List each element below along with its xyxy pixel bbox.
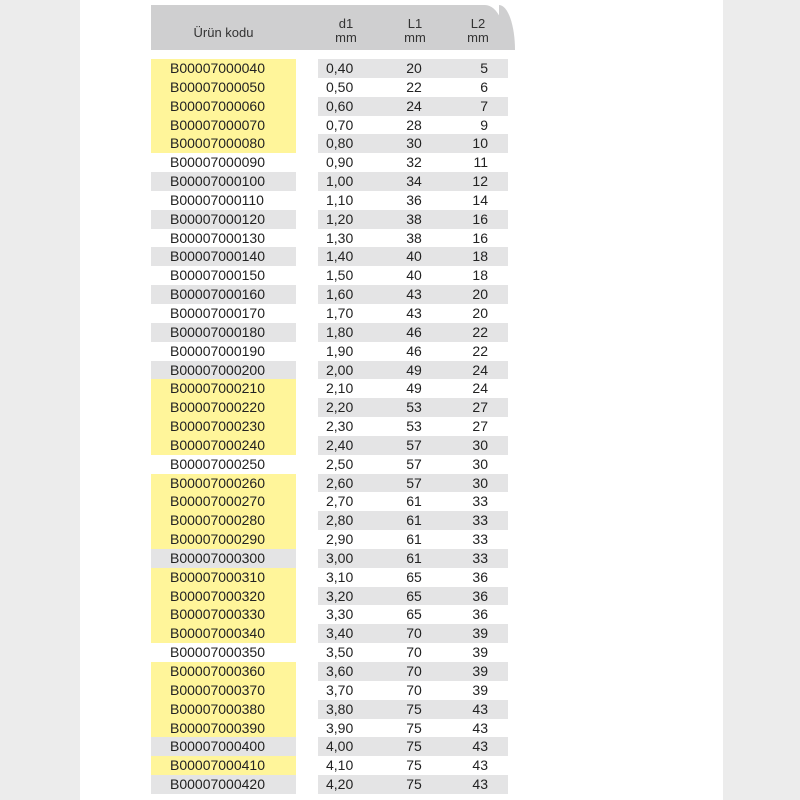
table-row [0, 172, 800, 191]
cell-l1: 46 [406, 342, 422, 359]
table-row [0, 511, 800, 530]
cell-l2: 36 [472, 606, 488, 623]
table-row [0, 530, 800, 549]
cell-l2: 16 [454, 210, 508, 229]
table-row [0, 153, 800, 172]
cell-l2: 39 [454, 624, 508, 643]
cell-d1: 2,40 [318, 436, 374, 455]
header-l2-unit: mm [467, 30, 489, 45]
cell-l2: 33 [454, 549, 508, 568]
table-row [0, 210, 800, 229]
cell-product-code: B00007000360 [151, 662, 296, 681]
cell-l1: 70 [406, 644, 422, 661]
cell-l1: 70 [374, 624, 454, 643]
cell-product-code: B00007000160 [151, 285, 296, 304]
cell-l1: 20 [374, 59, 454, 78]
cell-l2: 27 [454, 398, 508, 417]
cell-l1: 57 [406, 455, 422, 472]
cell-d1: 0,40 [318, 59, 374, 78]
cell-l2: 43 [472, 757, 488, 774]
table-row [0, 59, 800, 78]
cell-product-code: B00007000080 [151, 134, 296, 153]
table-row [0, 436, 800, 455]
cell-l1: 70 [374, 662, 454, 681]
cell-d1: 3,90 [326, 719, 354, 736]
cell-product-code: B00007000380 [151, 700, 296, 719]
table-row [0, 361, 800, 380]
cell-d1: 1,00 [318, 172, 374, 191]
table-row [0, 737, 800, 756]
table-row [0, 285, 800, 304]
cell-d1: 1,30 [326, 229, 354, 246]
cell-l1: 36 [406, 191, 422, 208]
table-row [0, 643, 800, 662]
cell-l1: 28 [406, 116, 422, 133]
cell-product-code: B00007000410 [151, 756, 296, 775]
table-row [0, 549, 800, 568]
table-row [0, 266, 800, 285]
cell-l1: 40 [406, 267, 422, 284]
cell-l1: 75 [374, 775, 454, 794]
cell-product-code: B00007000180 [151, 323, 296, 342]
cell-product-code: B00007000110 [170, 191, 264, 208]
cell-l1: 43 [406, 304, 422, 321]
table-row [0, 681, 800, 700]
cell-product-code: B00007000050 [151, 78, 296, 97]
table-row [0, 304, 800, 323]
cell-d1: 0,90 [326, 154, 354, 171]
cell-product-code: B00007000150 [170, 267, 265, 284]
cell-d1: 0,80 [318, 134, 374, 153]
cell-l1: 61 [374, 549, 454, 568]
table-row [0, 97, 800, 116]
cell-product-code: B00007000280 [151, 511, 296, 530]
table-row [0, 398, 800, 417]
cell-product-code: B00007000390 [151, 719, 296, 738]
cell-l2: 11 [473, 154, 488, 171]
cell-l1: 49 [374, 361, 454, 380]
cell-product-code: B00007000060 [151, 97, 296, 116]
table-row [0, 605, 800, 624]
cell-d1: 2,90 [326, 531, 354, 548]
cell-d1: 1,40 [318, 247, 374, 266]
cell-l2: 24 [454, 361, 508, 380]
cell-d1: 3,60 [318, 662, 374, 681]
cell-product-code: B00007000140 [151, 247, 296, 266]
cell-l1: 46 [374, 323, 454, 342]
cell-l1: 75 [406, 757, 422, 774]
table-row [0, 116, 800, 135]
cell-d1: 1,20 [318, 210, 374, 229]
cell-d1: 2,10 [326, 380, 354, 397]
cell-product-code: B00007000210 [151, 379, 296, 398]
cell-d1: 1,70 [326, 304, 354, 321]
cell-d1: 2,50 [326, 455, 354, 472]
cell-d1: 0,50 [326, 78, 354, 95]
cell-l1: 70 [406, 681, 422, 698]
cell-l1: 65 [406, 568, 422, 585]
cell-d1: 4,20 [318, 775, 374, 794]
table-row [0, 700, 800, 719]
table-row [0, 78, 800, 97]
cell-l1: 53 [374, 398, 454, 417]
table-row [0, 455, 800, 474]
table-row [0, 417, 800, 436]
cell-l1: 75 [406, 719, 422, 736]
table-row [0, 587, 800, 606]
cell-l2: 39 [454, 662, 508, 681]
cell-l2: 43 [454, 775, 508, 794]
table-row [0, 191, 800, 210]
cell-product-code: B00007000420 [151, 775, 296, 794]
cell-l2: 39 [472, 644, 488, 661]
table-row [0, 624, 800, 643]
cell-product-code: B00007000300 [151, 549, 296, 568]
cell-product-code: B00007000270 [151, 492, 296, 511]
table-row [0, 379, 800, 398]
cell-l1: 22 [406, 78, 422, 95]
cell-l2: 18 [472, 267, 488, 284]
cell-l1: 32 [406, 154, 422, 171]
table-row [0, 775, 800, 794]
cell-product-code: B00007000100 [151, 172, 296, 191]
cell-l2: 20 [472, 304, 488, 321]
cell-l1: 61 [406, 531, 422, 548]
header-product-code [151, 26, 296, 40]
cell-d1: 1,50 [326, 267, 354, 284]
cell-product-code: B00007000330 [151, 605, 296, 624]
cell-l2: 33 [454, 511, 508, 530]
cell-d1: 1,60 [318, 285, 374, 304]
cell-l2: 16 [472, 229, 488, 246]
cell-l2: 24 [472, 380, 488, 397]
product-table-body [0, 59, 800, 794]
header-d1-label: d1 [338, 16, 354, 31]
cell-d1: 2,00 [318, 361, 374, 380]
cell-d1: 3,70 [326, 681, 354, 698]
cell-l1: 38 [406, 229, 422, 246]
cell-d1: 0,70 [326, 116, 354, 133]
table-row [0, 662, 800, 681]
cell-l2: 22 [454, 323, 508, 342]
cell-d1: 1,80 [318, 323, 374, 342]
table-row [0, 342, 800, 361]
cell-l1: 61 [406, 493, 422, 510]
cell-product-code: B00007000230 [151, 417, 296, 436]
cell-l1: 61 [374, 511, 454, 530]
cell-l1: 49 [406, 380, 422, 397]
header-d1 [318, 17, 374, 45]
cell-l1: 24 [374, 97, 454, 116]
cell-l2: 22 [472, 342, 488, 359]
header-l2 [448, 17, 508, 45]
cell-d1: 4,10 [326, 757, 354, 774]
header-l1-label: L1 [407, 16, 423, 31]
cell-l1: 40 [374, 247, 454, 266]
cell-l2: 18 [454, 247, 508, 266]
cell-l1: 43 [374, 285, 454, 304]
cell-product-code: B00007000170 [170, 304, 265, 321]
cell-product-code: B00007000220 [151, 398, 296, 417]
cell-d1: 2,20 [318, 398, 374, 417]
cell-l1: 34 [374, 172, 454, 191]
cell-l2: 12 [454, 172, 508, 191]
cell-product-code: B00007000370 [151, 681, 296, 700]
cell-product-code: B00007000350 [170, 644, 265, 661]
cell-product-code: B00007000310 [151, 568, 296, 587]
table-row [0, 229, 800, 248]
cell-l2: 7 [454, 97, 508, 116]
table-row [0, 134, 800, 153]
cell-product-code: B00007000400 [151, 737, 296, 756]
cell-l2: 33 [472, 531, 488, 548]
cell-l2: 36 [454, 587, 508, 606]
cell-d1: 3,80 [318, 700, 374, 719]
cell-product-code: B00007000240 [151, 436, 296, 455]
cell-l2: 20 [454, 285, 508, 304]
cell-d1: 3,20 [318, 587, 374, 606]
table-row [0, 247, 800, 266]
cell-product-code: B00007000120 [151, 210, 296, 229]
cell-d1: 4,00 [318, 737, 374, 756]
cell-d1: 2,80 [318, 511, 374, 530]
cell-l2: 5 [454, 59, 508, 78]
table-row [0, 756, 800, 775]
cell-l2: 36 [472, 568, 488, 585]
cell-l1: 75 [374, 700, 454, 719]
cell-l1: 65 [406, 606, 422, 623]
table-row [0, 719, 800, 738]
header-l1 [385, 17, 445, 45]
cell-l2: 9 [480, 116, 488, 133]
cell-d1: 3,40 [318, 624, 374, 643]
cell-l1: 53 [406, 418, 422, 435]
table-row [0, 568, 800, 587]
cell-l1: 57 [374, 436, 454, 455]
cell-l1: 65 [374, 587, 454, 606]
cell-d1: 2,30 [326, 418, 354, 435]
cell-product-code: B00007000260 [151, 474, 296, 493]
cell-l1: 75 [374, 737, 454, 756]
cell-l2: 27 [472, 418, 488, 435]
header-l2-label: L2 [470, 16, 486, 31]
cell-d1: 1,10 [326, 191, 354, 208]
header-product-code-label: Ürün kodu [193, 25, 254, 40]
cell-product-code: B00007000130 [170, 229, 265, 246]
header-l1-unit: mm [404, 30, 426, 45]
cell-l2: 30 [472, 455, 488, 472]
cell-l2: 39 [472, 681, 488, 698]
cell-product-code: B00007000290 [151, 530, 296, 549]
cell-l2: 43 [472, 719, 488, 736]
cell-l2: 30 [454, 436, 508, 455]
cell-l2: 14 [472, 191, 488, 208]
cell-l2: 30 [454, 474, 508, 493]
cell-l1: 30 [374, 134, 454, 153]
cell-l1: 38 [374, 210, 454, 229]
cell-l1: 57 [374, 474, 454, 493]
cell-d1: 0,60 [318, 97, 374, 116]
cell-l2: 6 [480, 78, 488, 95]
cell-d1: 3,50 [326, 644, 354, 661]
cell-product-code: B00007000040 [151, 59, 296, 78]
cell-l2: 10 [454, 134, 508, 153]
cell-d1: 3,10 [326, 568, 354, 585]
cell-product-code: B00007000320 [151, 587, 296, 606]
cell-d1: 1,90 [326, 342, 354, 359]
header-d1-unit: mm [335, 30, 357, 45]
table-row [0, 474, 800, 493]
cell-l2: 43 [454, 737, 508, 756]
cell-product-code: B00007000090 [170, 154, 265, 171]
table-row [0, 492, 800, 511]
cell-d1: 2,70 [326, 493, 354, 510]
cell-l2: 43 [454, 700, 508, 719]
cell-d1: 3,30 [326, 606, 354, 623]
cell-d1: 2,60 [318, 474, 374, 493]
cell-product-code: B00007000190 [170, 342, 265, 359]
cell-d1: 3,00 [318, 549, 374, 568]
cell-l2: 33 [472, 493, 488, 510]
cell-product-code: B00007000250 [170, 455, 265, 472]
cell-product-code: B00007000340 [151, 624, 296, 643]
table-row [0, 323, 800, 342]
cell-product-code: B00007000200 [151, 361, 296, 380]
cell-product-code: B00007000070 [151, 116, 296, 135]
